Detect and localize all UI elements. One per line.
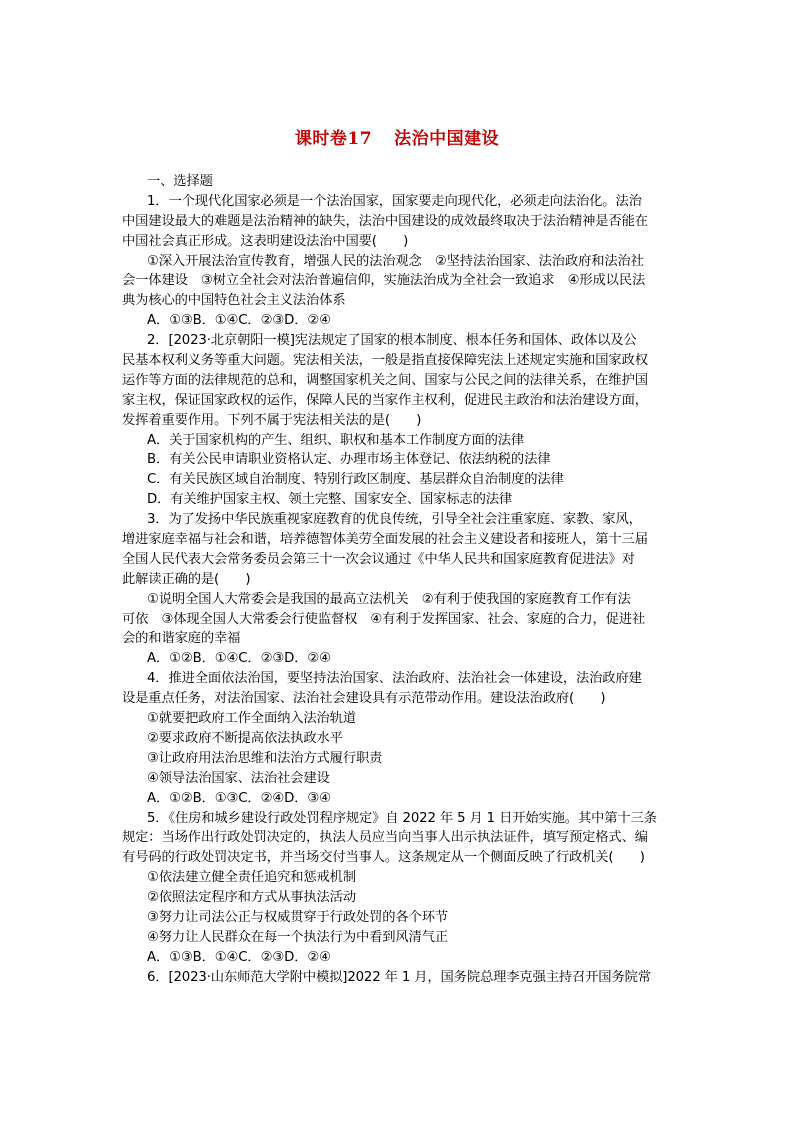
text-line: 发挥着重要作用。下列不属于宪法相关法的是( ) — [122, 412, 422, 428]
text-line: 2．[2023·北京朝阳一模]宪法规定了国家的根本制度、根本任务和国体、政体以及公 — [147, 333, 637, 349]
page-title — [0, 124, 794, 149]
title-topic: 法治中国建设 — [394, 129, 500, 149]
text-line: 会一体建设 ③树立全社会对法治普遍信仰，实施法治成为全社会一致追求 ④形成以民法 — [122, 273, 646, 289]
text-line: 会的和谐家庭的幸福 — [122, 631, 241, 647]
answer-option: B．有关公民申请职业资格认定、办理市场主体登记、依法纳税的法律 — [147, 452, 551, 468]
text-line: 3．为了发扬中华民族重视家庭教育的优良传统，引导全社会注重家庭、家教、家风， — [147, 512, 642, 528]
answer-options: A．①②B．①④C．②③D．②④ — [147, 651, 331, 667]
text-line: 可依 ③体现全国人大常委会行使监督权 ④有利于发挥国家、社会、家庭的合力，促进社 — [122, 611, 646, 627]
answer-options: A．①③B．①④C．②③D．②④ — [147, 949, 331, 965]
text-line: ①深入开展法治宣传教育，增强人民的法治观念 ②坚持法治国家、法治政府和法治社 — [147, 253, 644, 269]
section-heading: 一、选择题 — [147, 174, 213, 189]
statement-item: ④努力让人民群众在每一个执法行为中看到风清气正 — [147, 929, 449, 945]
statement-item: ③让政府用法治思维和法治方式履行职责 — [147, 750, 383, 766]
text-line: 5．《住房和城乡建设行政处罚程序规定》自 2022 年 5 月 1 日开始实施。其中第十三条 — [147, 810, 657, 826]
title-label: 课时卷17 — [294, 129, 373, 149]
text-line: 1．一个现代化国家必须是一个法治国家，国家要走向现代化，必须走向法治化。法治 — [147, 193, 642, 209]
text-line: 全国人民代表大会常务委员会第三十一次会议通过《中华人民共和国家庭教育促进法》对 — [122, 551, 635, 567]
text-line: 4．推进全面依法治国，要坚持法治国家、法治政府、法治社会一体建设，法治政府建 — [147, 671, 642, 687]
statement-item: ①就要把政府工作全面纳入法治轨道 — [147, 711, 356, 727]
text-line: 规定：当场作出行政处罚决定的，执法人员应当向当事人出示执法证件，填写预定格式、编 — [122, 830, 648, 846]
statement-item: ③努力让司法公正与权威贯穿于行政处罚的各个环节 — [147, 909, 449, 925]
text-line: 有号码的行政处罚决定书，并当场交付当事人。这条规定从一个侧面反映了行政机关( ) — [122, 850, 645, 866]
text-line: 中国建设最大的难题是法治精神的缺失，法治中国建设的成效最终取决于法治精神是否能在 — [122, 213, 648, 229]
text-line: 6．[2023·山东师范大学附中模拟]2022 年 1 月，国务院总理李克强主持召开国务院常 — [147, 969, 651, 985]
statement-item: ②依照法定程序和方式从事执法活动 — [147, 890, 356, 906]
text-line: 设是重点任务，对法治国家、法治社会建设具有示范带动作用。建设法治政府( ) — [122, 691, 606, 707]
answer-option: A．关于国家机构的产生、组织、职权和基本工作制度方面的法律 — [147, 432, 525, 448]
text-line: 增进家庭幸福与社会和谐，培养德智体美劳全面发展的社会主义建设者和接班人，第十三届 — [122, 532, 648, 548]
statement-item: ①依法建立健全责任追究和惩戒机制 — [147, 870, 356, 886]
statement-item: ②要求政府不断提高依法执政水平 — [147, 730, 343, 746]
text-line: ①说明全国人大常委会是我国的最高立法机关 ②有利于使我国的家庭教育工作有法 — [147, 591, 631, 607]
document-body — [122, 172, 674, 988]
answer-options: A．①②B．①③C．②④D．③④ — [147, 790, 331, 806]
text-line: 家主权，保证国家政权的运作，保障人民的当家作主权利，促进民主政治和法治建设方面， — [122, 392, 648, 408]
answer-option: D．有关维护国家主权、领土完整、国家安全、国家标志的法律 — [147, 492, 513, 508]
answer-options: A．①③B．①④C．②③D．②④ — [147, 313, 331, 329]
statement-item: ④领导法治国家、法治社会建设 — [147, 770, 330, 786]
text-line: 民基本权利义务等重大问题。宪法相关法，一般是指直接保障宪法上述规定实施和国家政权 — [122, 353, 648, 369]
text-line: 典为核心的中国特色社会主义法治体系 — [122, 293, 346, 309]
text-line: 运作等方面的法律规范的总和，调整国家机关之间、国家与公民之间的法律关系，在维护国 — [122, 372, 648, 388]
text-line: 此解读正确的是( ) — [122, 571, 251, 587]
text-line: 中国社会真正形成。这表明建设法治中国要( ) — [122, 233, 409, 249]
answer-option: C．有关民族区域自治制度、特别行政区制度、基层群众自治制度的法律 — [147, 472, 564, 488]
